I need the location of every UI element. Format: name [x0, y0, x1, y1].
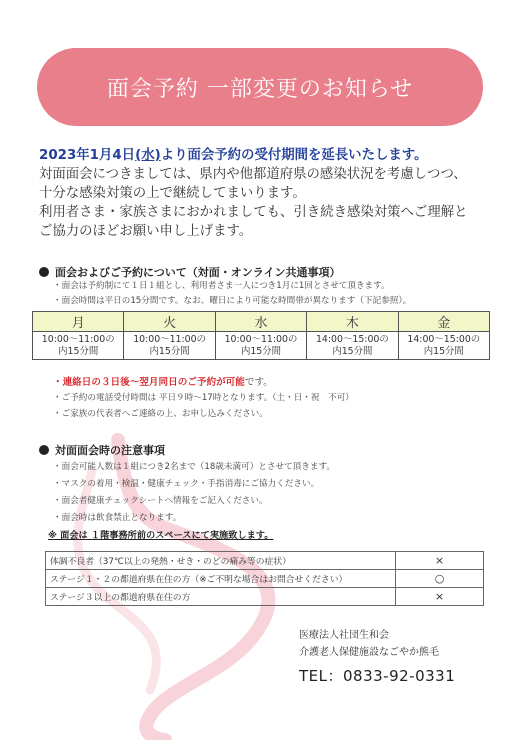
- lead-day: (水): [135, 148, 161, 163]
- section2-note: ・面会者健康チェックシートへ情報をご記入ください。: [53, 496, 268, 506]
- intro-line: 利用者さま・家族さまにおかれましても、引き続き感染対策へご理解と: [39, 205, 468, 220]
- time-duration: 内15分間: [149, 345, 190, 357]
- bullet-icon: [39, 267, 49, 277]
- time-duration: 内15分間: [423, 345, 464, 357]
- organization-block: [299, 627, 439, 661]
- schedule-table: [32, 311, 490, 360]
- day-tue: 火: [124, 312, 215, 332]
- time-cell-wed: [215, 332, 306, 360]
- time-range: 10:00～11:00の: [41, 333, 115, 345]
- time-cell-fri: [398, 332, 489, 360]
- intro-line: 十分な感染対策の上で継続してまいります。: [39, 186, 306, 201]
- intro-lead: [39, 146, 489, 165]
- section1-note: ・ご予約の電話受付時間は 平日９時～17時となります。（土・日・祝 不可）: [53, 393, 354, 403]
- section2-note: ・面会時は飲食禁止となります。: [53, 513, 182, 523]
- bullet-icon: [39, 445, 49, 455]
- time-range: 10:00～11:00の: [133, 333, 206, 345]
- day-mon: 月: [33, 312, 124, 332]
- conditions-table: [45, 551, 484, 606]
- condition-row: [46, 570, 484, 588]
- time-range: 10:00～11:00の: [224, 333, 298, 345]
- time-cell-mon: [33, 332, 124, 360]
- title-banner: [37, 48, 483, 126]
- lead-text: より面会予約の受付期間を延長いたします。: [160, 148, 428, 163]
- red-bullet: ・: [53, 377, 63, 388]
- time-range: 14:00～15:00の: [315, 333, 389, 345]
- time-duration: 内15分間: [240, 345, 281, 357]
- section2-note: ・マスクの着用・検温・健康チェック・手指消毒にご協力ください。: [53, 479, 320, 489]
- section1-note: ・面会は予約制にて１日１組とし、利用者さま一人につき1月に1回とさせて頂きます。: [53, 281, 390, 291]
- time-duration: 内15分間: [58, 345, 99, 357]
- condition-label: ステージ３以上の都道府県在住の方: [46, 588, 396, 606]
- booking-window-note: [53, 374, 273, 388]
- section1-note: ・ご家族の代表者へご連絡の上、お申し込みください。: [53, 409, 268, 419]
- condition-mark: ×: [396, 588, 484, 606]
- booking-window-highlight: 連絡日の３日後～翌月同日のご予約が可能: [62, 377, 245, 388]
- page-title: 面会予約 一部変更のお知らせ: [106, 76, 414, 102]
- schedule-header-row: [33, 312, 490, 332]
- intro-line: 対面面会につきましては、県内や他都道府県の感染状況を考慮しつつ、: [39, 167, 467, 182]
- telephone: TEL：0833-92-0331: [299, 667, 456, 685]
- facility-name: 介護老人保健施設なごやか熊毛: [299, 647, 439, 658]
- intro-block: [39, 146, 489, 241]
- org-name: 医療法人社団生和会: [299, 630, 389, 641]
- section1-note: ・面会時間は平日の15分間です。なお、曜日により可能な時間帯が異なります（下記参照）。: [53, 296, 412, 306]
- booking-window-rest: です。: [244, 377, 273, 388]
- schedule-time-row: [33, 332, 490, 360]
- day-wed: 水: [215, 312, 306, 332]
- day-fri: 金: [398, 312, 489, 332]
- lead-date: 2023年1月4日: [39, 148, 136, 163]
- time-cell-tue: [124, 332, 215, 360]
- day-thu: 木: [307, 312, 398, 332]
- time-duration: 内15分間: [332, 345, 373, 357]
- time-cell-thu: [307, 332, 398, 360]
- section1-heading: [39, 264, 340, 280]
- intro-line: ご協力のほどお願い申し上げます。: [39, 224, 253, 239]
- condition-label: ステージ１・２の都道府県在住の方（※ご不明な場合はお問合せください）: [46, 570, 396, 588]
- condition-row: [46, 588, 484, 606]
- venue-note: ※ 面会は １階事務所前のスペースにて実施致します。: [48, 530, 274, 541]
- section2-heading-text: 対面面会時の注意事項: [55, 444, 165, 457]
- section2-note: ・面会可能人数は１組につき2名まで（18歳未満可）とさせて頂きます。: [53, 462, 335, 472]
- time-range: 14:00～15:00の: [407, 333, 481, 345]
- section1-heading-text: 面会およびご予約について（対面・オンライン共通事項）: [55, 266, 341, 279]
- condition-row: [46, 552, 484, 570]
- section2-heading: [39, 442, 165, 458]
- condition-mark: ○: [396, 570, 484, 588]
- condition-label: 体調不良者（37℃以上の発熱・せき・のどの痛み等の症状）: [46, 552, 396, 570]
- condition-mark: ×: [396, 552, 484, 570]
